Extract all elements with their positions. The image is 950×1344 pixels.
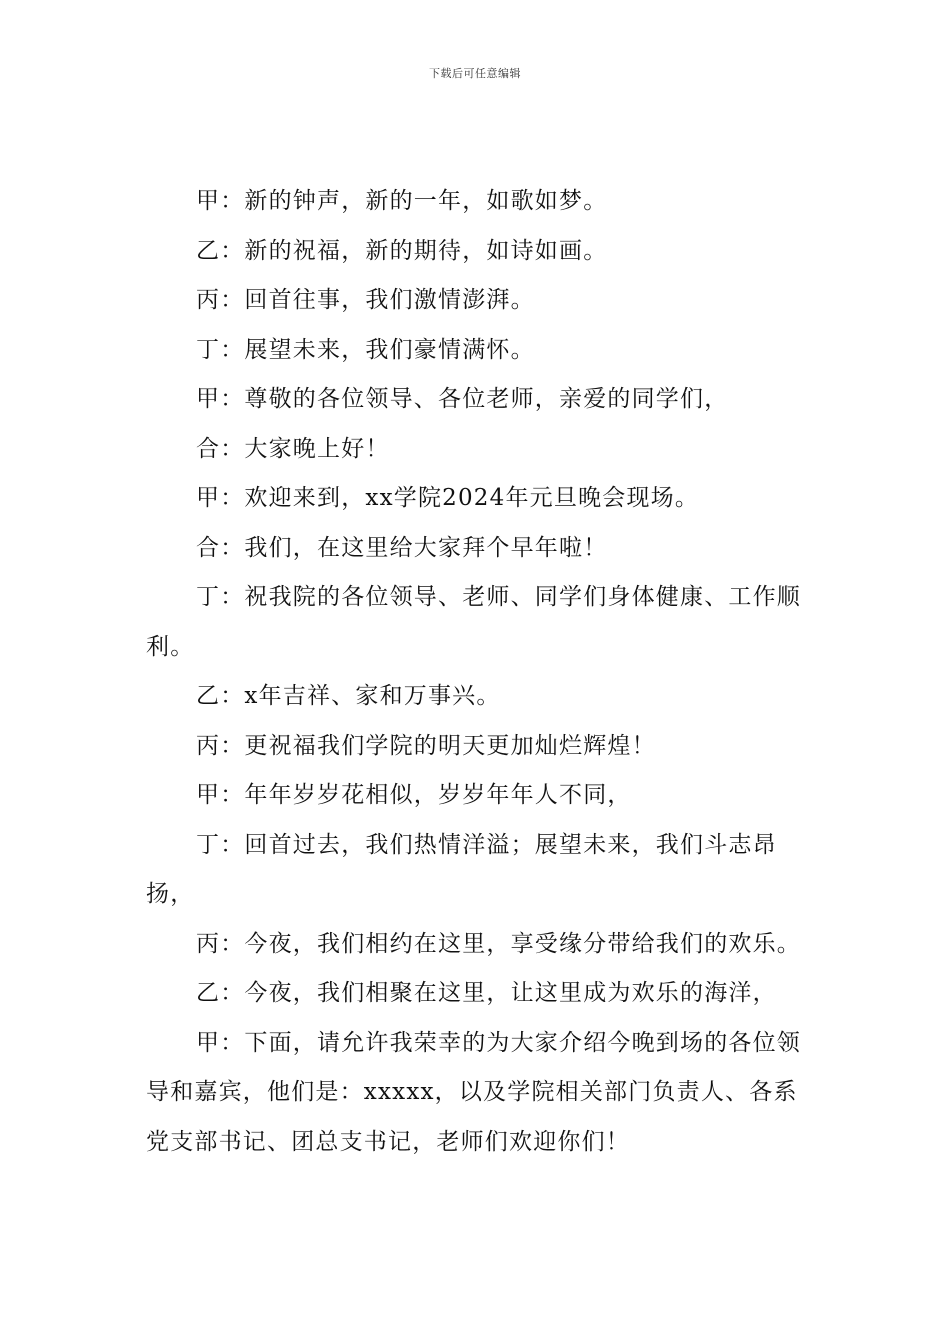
paragraph: 丁：祝我院的各位领导、老师、同学们身体健康、工作顺利。 xyxy=(146,584,801,660)
paragraph: 合：我们，在这里给大家拜个早年啦！ xyxy=(196,534,608,561)
page-header: 下载后可任意编辑 xyxy=(429,67,521,80)
paragraph: 丙：更祝福我们学院的明天更加灿烂辉煌！ xyxy=(196,732,656,759)
paragraph: 甲：欢迎来到，xx学院2024年元旦晚会现场。 xyxy=(196,485,700,511)
paragraph: 丙：今夜，我们相约在这里，享受缘分带给我们的欢乐。 xyxy=(196,930,801,957)
paragraph: 甲：新的钟声，新的一年，如歌如梦。 xyxy=(196,188,608,214)
document-body xyxy=(146,177,818,1167)
paragraph: 甲：年年岁岁花相似，岁岁年年人不同， xyxy=(196,782,632,808)
paragraph: 丁：回首过去，我们热情洋溢；展望未来，我们斗志昂扬， xyxy=(146,831,777,907)
paragraph: 乙：今夜，我们相聚在这里，让这里成为欢乐的海洋， xyxy=(196,980,777,1006)
paragraph: 甲：尊敬的各位领导、各位老师，亲爱的同学们， xyxy=(196,386,729,412)
paragraph: 丙：回首往事，我们激情澎湃。 xyxy=(196,287,535,313)
paragraph: 合：大家晚上好！ xyxy=(196,435,390,462)
paragraph: 甲：下面，请允许我荣幸的为大家介绍今晚到场的各位领导和嘉宾，他们是：xxxxx，以及学院相关部门负责人、各系党支部书记、团总支书记，老师们欢迎你们！ xyxy=(146,1029,801,1155)
paragraph: 丁：展望未来，我们豪情满怀。 xyxy=(196,336,535,363)
paragraph: 乙：新的祝福，新的期待，如诗如画。 xyxy=(196,237,608,264)
paragraph: 乙：x年吉祥、家和万事兴。 xyxy=(196,683,501,709)
